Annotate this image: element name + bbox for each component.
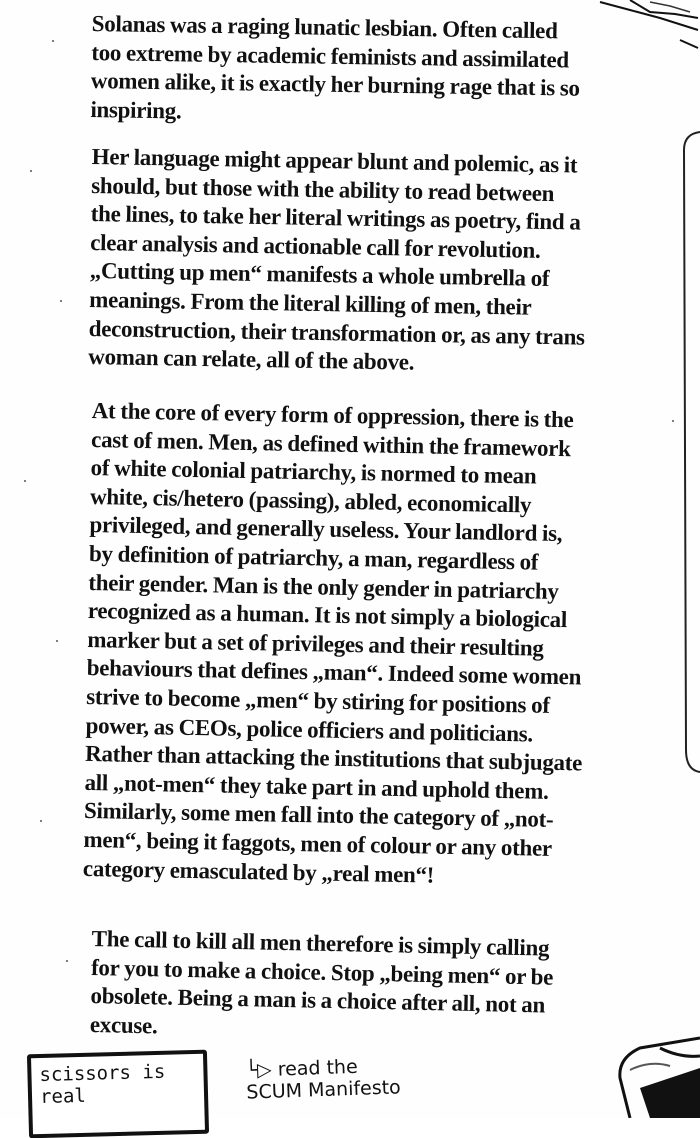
text-line: „Cutting up men“ manifests a whole umbrella of [89,258,550,292]
text-line: marker but a set of privileges and their resulting [87,626,544,661]
paragraph-2 [88,143,640,381]
handwritten-line: └▷ read the [245,1055,359,1082]
text-line: their gender. Man is the only gender in patriarchy [88,569,559,604]
text-line: of white colonial patriarchy, is normed to mean [90,455,537,489]
text-line: men“, being it faggots, men of colour or any other [83,826,553,861]
text-line: by definition of patriarchy, a man, regardless of [88,540,539,575]
text-line: the lines, to take her literal writings as poetry, find a [90,201,581,235]
scan-speck [40,820,42,822]
paragraph-4 [90,925,640,1051]
margin-bracket [680,120,700,780]
text-line: power, as CEOs, police officiers and politicians. [85,712,534,747]
text-line: strive to become „men“ by stiring for positions of [86,683,550,718]
text-line: inspiring. [90,96,182,124]
text-line: white, cis/hetero (passing), abled, economically [89,483,532,518]
scan-speck [66,960,68,962]
text-line: excuse. [89,1011,158,1039]
sticker-line: real [39,1084,87,1109]
handwritten-line: SCUM Manifesto [246,1076,402,1104]
scan-speck [24,480,26,482]
text-line: Solanas was a raging lunatic lesbian. Often called [91,10,558,44]
paragraph-1 [90,10,640,133]
scissors-sticker [27,1050,209,1138]
text-line: women alike, it is exactly her burning rage that is so [90,68,580,101]
sticker-line: scissors is [39,1060,166,1087]
text-line: Her language might appear blunt and polemic, as it [91,143,578,178]
scan-speck [56,640,58,642]
text-line: woman can relate, all of the above. [88,344,415,375]
scan-speck [60,300,62,302]
text-line: too extreme by academic feminists and assimilated [91,39,570,73]
text-line: Similarly, some men fall into the category of „not- [83,798,554,833]
text-line: behaviours that defines „man“. Indeed some women [86,655,582,690]
text-line: At the core of every form of oppression, there is the [91,397,574,433]
text-line: for you to make a choice. Stop „being men“ or be [90,954,554,990]
text-line: should, but those with the ability to read between [91,172,555,206]
text-line: Rather than attacking the institutions that subjugate [84,741,583,776]
text-line: all „not-men“ they take part in and uphold them. [84,769,549,804]
text-line: recognized as a human. It is not simply a biological [87,598,568,633]
text-line: clear analysis and actionable call for revolution. [90,229,541,263]
text-line: category emasculated by „real men“! [82,855,435,888]
text-line: deconstruction, their transformation or, as any trans [88,315,585,350]
handwritten-note [245,1054,401,1103]
paragraph-3 [83,397,640,894]
text-line: obsolete. Being a man is a choice after all, not an [90,983,546,1018]
text-line: The call to kill all men therefore is simply calling [91,925,550,961]
sticker-text [39,1061,166,1108]
scan-speck [672,420,674,422]
text-line: cast of men. Men, as defined within the framework [90,426,571,461]
scan-speck [52,40,54,42]
text-line: privileged, and generally useless. Your landlord is, [89,512,563,547]
text-line: meanings. From the literal killing of men, their [89,286,532,320]
scan-speck [30,170,32,172]
